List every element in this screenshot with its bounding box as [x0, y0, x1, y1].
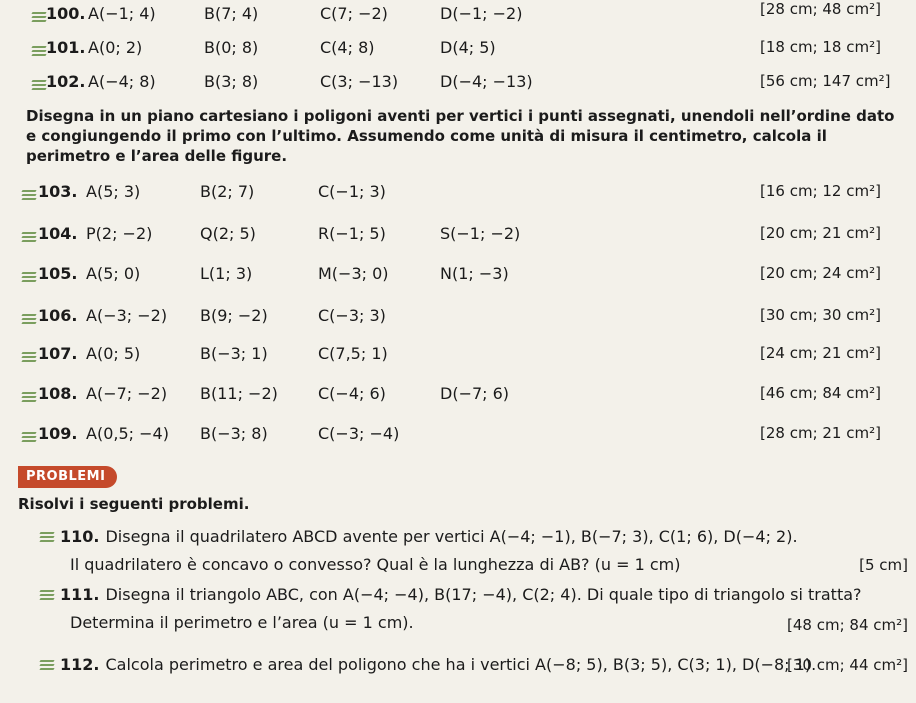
point: Q(2; 5): [200, 224, 256, 243]
answer: [5 cm]: [859, 556, 908, 574]
difficulty-icon: [40, 590, 54, 602]
answer: [30 cm; 30 cm²]: [760, 306, 881, 324]
answer: [56 cm; 147 cm²]: [760, 72, 891, 90]
problem-110: [60, 522, 798, 552]
answer: [30 cm; 44 cm²]: [787, 656, 908, 674]
problem-112: [60, 650, 816, 680]
answer: [28 cm; 48 cm²]: [760, 0, 881, 18]
problem-110-line2: Il quadrilatero è concavo o convesso? Qual è la lunghezza di AB? (u = 1 cm): [70, 555, 681, 574]
exercise-row: [0, 424, 916, 448]
section-subtitle: Risolvi i seguenti problemi.: [18, 495, 250, 513]
point: A(−3; −2): [86, 306, 168, 325]
exercise-row: [0, 224, 916, 248]
point: A(0; 5): [86, 344, 141, 363]
section-banner: PROBLEMI: [18, 466, 117, 488]
difficulty-icon: [22, 272, 36, 284]
exercise-number: 107.: [38, 344, 78, 363]
difficulty-icon: [22, 432, 36, 444]
difficulty-icon: [40, 532, 54, 544]
point: C(−4; 6): [318, 384, 386, 403]
point: B(2; 7): [200, 182, 255, 201]
point: M(−3; 0): [318, 264, 389, 283]
point: B(11; −2): [200, 384, 278, 403]
point: C(3; −13): [320, 72, 399, 91]
point: C(7; −2): [320, 4, 388, 23]
point: C(−3; −4): [318, 424, 400, 443]
point: B(7; 4): [204, 4, 259, 23]
difficulty-icon: [22, 352, 36, 364]
exercise-number: 102.: [46, 72, 86, 91]
point: A(−7; −2): [86, 384, 168, 403]
answer: [18 cm; 18 cm²]: [760, 38, 881, 56]
exercise-number: 101.: [46, 38, 86, 57]
answer: [48 cm; 84 cm²]: [787, 616, 908, 634]
point: D(−7; 6): [440, 384, 510, 403]
point: A(0,5; −4): [86, 424, 169, 443]
exercise-row: [0, 38, 916, 62]
point: C(−1; 3): [318, 182, 386, 201]
point: D(−4; −13): [440, 72, 533, 91]
difficulty-icon: [32, 12, 46, 24]
exercise-number: 100.: [46, 4, 86, 23]
problem-text: Disegna il quadrilatero ABCD avente per vertici A(−4; −1), B(−7; 3), C(1; 6), D(−4; 2).: [105, 527, 798, 546]
exercise-row: [0, 384, 916, 408]
point: A(5; 3): [86, 182, 141, 201]
difficulty-icon: [22, 314, 36, 326]
problem-number: 111.: [60, 585, 100, 604]
point: B(3; 8): [204, 72, 259, 91]
exercise-row: [0, 264, 916, 288]
point: A(−1; 4): [88, 4, 156, 23]
problem-number: 112.: [60, 655, 100, 674]
point: D(4; 5): [440, 38, 496, 57]
exercise-row: [0, 182, 916, 206]
exercise-number: 108.: [38, 384, 78, 403]
problem-text: Disegna il triangolo ABC, con A(−4; −4), B(17; −4), C(2; 4). Di quale tipo di triangolo si tratta?: [105, 585, 862, 604]
exercise-number: 104.: [38, 224, 78, 243]
point: A(5; 0): [86, 264, 141, 283]
point: C(−3; 3): [318, 306, 386, 325]
answer: [16 cm; 12 cm²]: [760, 182, 881, 200]
problem-111: [60, 580, 862, 610]
answer: [20 cm; 21 cm²]: [760, 224, 881, 242]
point: L(1; 3): [200, 264, 253, 283]
problem-number: 110.: [60, 527, 100, 546]
difficulty-icon: [32, 46, 46, 58]
point: B(9; −2): [200, 306, 268, 325]
point: C(7,5; 1): [318, 344, 388, 363]
point: D(−1; −2): [440, 4, 523, 23]
point: C(4; 8): [320, 38, 375, 57]
point: P(2; −2): [86, 224, 153, 243]
difficulty-icon: [40, 660, 54, 672]
answer: [28 cm; 21 cm²]: [760, 424, 881, 442]
point: S(−1; −2): [440, 224, 521, 243]
point: N(1; −3): [440, 264, 509, 283]
exercise-number: 103.: [38, 182, 78, 201]
difficulty-icon: [22, 232, 36, 244]
answer: [24 cm; 21 cm²]: [760, 344, 881, 362]
answer: [46 cm; 84 cm²]: [760, 384, 881, 402]
exercise-number: 105.: [38, 264, 78, 283]
point: A(−4; 8): [88, 72, 156, 91]
point: B(−3; 8): [200, 424, 268, 443]
difficulty-icon: [22, 190, 36, 202]
difficulty-icon: [32, 80, 46, 92]
difficulty-icon: [22, 392, 36, 404]
problem-111-line2: Determina il perimetro e l’area (u = 1 cm).: [70, 613, 414, 632]
point: A(0; 2): [88, 38, 143, 57]
exercise-row: [0, 344, 916, 368]
exercise-number: 109.: [38, 424, 78, 443]
exercise-number: 106.: [38, 306, 78, 325]
point: B(−3; 1): [200, 344, 268, 363]
problem-text: Calcola perimetro e area del poligono che ha i vertici A(−8; 5), B(3; 5), C(3; 1), D(−8; 1).: [105, 655, 817, 674]
exercise-row: [0, 0, 916, 28]
point: R(−1; 5): [318, 224, 386, 243]
answer: [20 cm; 24 cm²]: [760, 264, 881, 282]
instructions: Disegna in un piano cartesiano i poligoni aventi per vertici i punti assegnati, unendoli nell’ordine dato e congiungendo il primo con l’ultimo. Assumendo come unità di misura il centimetro, calcola il perimetro e l’area delle figure.: [26, 107, 895, 165]
exercise-row: [0, 72, 916, 96]
exercise-row: [0, 306, 916, 330]
point: B(0; 8): [204, 38, 259, 57]
